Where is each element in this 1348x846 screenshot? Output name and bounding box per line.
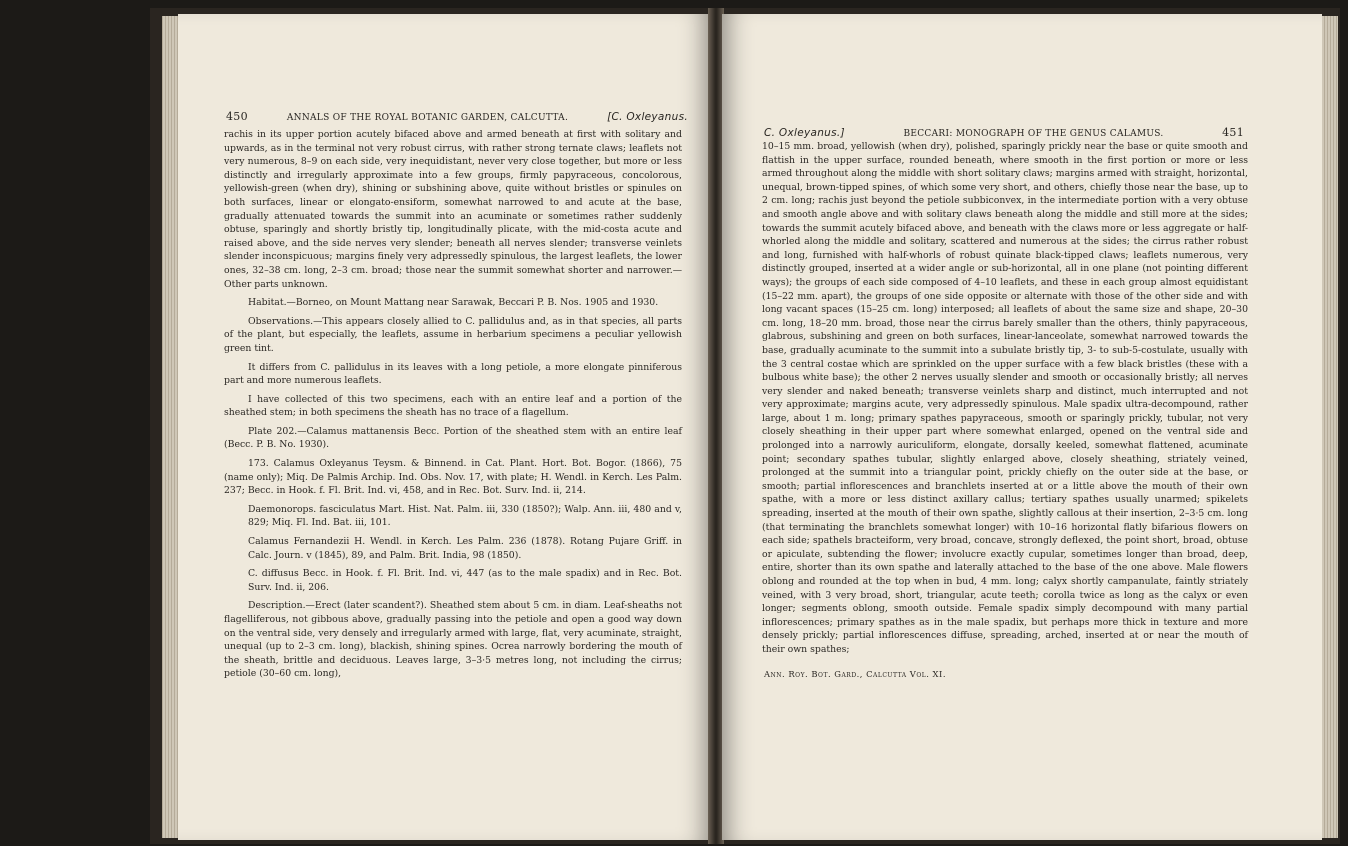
page-edges-left xyxy=(162,16,178,838)
paragraph-species-entry: 173. Calamus Oxleyanus Teysm. & Binnend. in Cat. Plant. Hort. Bot. Bogor. (1866), 75 (name only); Miq. De Palmis Archip. Ind. Obs. Nov. 17, with plate; H. Wendl. in Kerch. Les Palm. 237; Becc. in Hook. f. Fl. Brit. Ind. vi, 458, and in Rec. Bot. Surv. Ind. ii, 214. xyxy=(224,458,682,497)
open-book xyxy=(150,8,1340,844)
paragraph-synonym: Calamus Fernandezii H. Wendl. in Kerch. Les Palm. 236 (1878). Rotang Pujare Griff. in Calc. Journ. v (1845), 89, and Palm. Brit. India, 98 (1850). xyxy=(248,536,682,561)
paragraph-synonym: C. diffusus Becc. in Hook. f. Fl. Brit. Ind. vi, 447 (as to the male spadix) and in Rec. Bot. Surv. Ind. ii, 206. xyxy=(248,568,682,593)
right-running-head xyxy=(764,126,1244,139)
paragraph: It differs from C. pallidulus in its leaves with a long petiole, a more elongate pinniferous part and more numerous leaflets. xyxy=(224,361,682,387)
page-footer: Ann. Roy. Bot. Gard., Calcutta Vol. XI. xyxy=(764,668,946,679)
paragraph-description: Description.—Erect (later scandent?). Sheathed stem about 5 cm. in diam. Leaf-sheaths not flagelliferous, not gibbous above, gradually passing into the petiole and open a good way down on the ventral side, very densely and irregularly armed with large, flat, very acuminate, straight, unequal (up to 2–3 cm. long), blackish, shining spines. Ocrea narrowly bordering the mouth of the sheath, brittle and deciduous. Leaves large, 3–3·5 metres long, not including the cirrus; petiole (30–60 cm. long), xyxy=(224,600,682,680)
page-edges-right xyxy=(1322,16,1338,838)
left-page-body xyxy=(224,128,682,681)
paragraph: I have collected of this two specimens, each with an entire leaf and a portion of the sheathed stem; in both specimens the sheath has no trace of a flagellum. xyxy=(224,393,682,419)
paragraph: rachis in its upper portion acutely bifaced above and armed beneath at first with solitary and upwards, as in the terminal not very robust cirrus, with rather strong ternate claws; leaflets not very numerous, 8–9 on each side, very inequidistant, never very close together, but more or less distinctly and irregularly approximate into a few groups, firmly papyraceous, concolorous, yellowish-green (when dry), shining or subshining above, quite without bristles or spinules on both surfaces, linear or elongato-ensiform, somewhat narrowed to and acute at the base, gradually attenuated towards the summit into an acuminate or sometimes rather suddenly obtuse, sparingly and shortly bristly tip, longitudinally plicate, with the mid-costa acute and raised above, and the side nerves very slender; beneath all nerves slender; transverse veinlets slender inconspicuous; margins finely very adpressedly spinulous, the largest leaflets, the lower ones, 32–38 cm. long, 2–3 cm. broad; those near the summit somewhat shorter and narrower.—Other parts unknown. xyxy=(224,129,682,290)
paragraph: 10–15 mm. broad, yellowish (when dry), polished, sparingly prickly near the base or quite smooth and flattish in the upper surface, rounded beneath, where smooth in the first portion or more or less armed throughout along the middle with short solitary claws; margins armed with straight, horizontal, unequal, brown-tipped spines, of which some very short, and others, chiefly those near the base, up to 2 cm. long; rachis just beyond the petiole subbiconvex, in the intermediate portion with a very obtuse and smooth angle above and with solitary claws beneath along the middle and still more at the sides; towards the summit acutely bifaced above, and beneath with the claws more or less aggregate or half-whorled along the middle and solitary, scattered and numerous at the sides; the cirrus rather robust and long, furnished with half-whorls of robust quinate black-tipped claws; leaflets numerous, very distinctly grouped, inserted at a wider angle or sub-horizontal, all in one plane (not pointing different ways); the groups of each side composed of 4–10 leaflets, and these in each group almost equidistant (15–22 mm. apart), the groups of one side opposite or alternate with those of the other side and with long vacant spaces (15–25 cm. long) interposed; all leaflets of about the same size and shape, 20–30 cm. long, 18–20 mm. broad, those near the cirrus barely smaller than the others, thinly papyraceous, glabrous, subshining and green on both surfaces, linear-lanceolate, somewhat narrowed towards the base, gradually acuminate to the summit into a subulate bristly tip, 3- to sub-5-costulate, usually with the 3 central costae which are sprinkled on the upper surface with a few black bristles (these with a bulbous white base); the other 2 nerves usually slender and smooth or occasionally bristly; all nerves very slender and naked beneath; transverse veinlets sharp and distinct, much interrupted and not very approximate; margins acute, very adpressedly spinulous. Male spadix ultra-decompound, rather large, about 1 m. long; primary spathes papyraceous, smooth or sparingly prickly, tubular, not very closely sheathing in their upper part where somewhat enlarged, opened on the ventral side and prolonged into a narrowly auriculiform, elongate, dorsally keeled, somewhat flattened, acuminate point; secondary spathes tubular, slightly enlarged above, closely sheathing, striately veined, prolonged at the summit into a triangular point, prickly chiefly on the outer side at the base, or smooth; partial inflorescences and branchlets inserted at or a little above the mouth of their own spathe, with a more or less distinct axillary callus; tertiary spathes usually unarmed; spikelets spreading, inserted at the mouth of their own spathe, slightly callous at their insertion, 2–3·5 cm. long (that terminating the branchlets somewhat longer) with 10–16 horizontal flatly bifarious flowers on each side; spathels bracteiform, very broad, concave, strongly deflexed, the point short, broad, obtuse or apiculate, subtending the flower; involucre exactly cupular, sometimes longer than broad, deep, entire, shorter than its own spathe and laterally attached to the base of the one above. Male flowers oblong and rounded at the top when in bud, 4 mm. long; calyx shortly campanulate, faintly striately veined, with 3 very broad, short, triangular, acute teeth; corolla twice as long as the calyx or even longer; segments oblong, smooth outside. Female spadix simply decompound with many partial inflorescences; primary spathes as in the male spadix, but perhaps more thick in texture and more densely prickly; partial inflorescences diffuse, spreading, arched, inserted at or near the mouth of their own spathes; xyxy=(762,141,1248,655)
left-page-number: 450 xyxy=(226,110,248,123)
right-running-title: BECCARI: MONOGRAPH OF THE GENUS CALAMUS. xyxy=(903,129,1164,139)
left-running-head xyxy=(226,110,688,123)
right-page-number: 451 xyxy=(1222,126,1244,139)
right-page xyxy=(722,14,1322,840)
left-running-title: ANNALS OF THE ROYAL BOTANIC GARDEN, CALCUTTA. xyxy=(286,113,569,123)
left-page xyxy=(178,14,710,840)
paragraph-observations: Observations.—This appears closely allied to C. pallidulus and, as in that species, all parts of the plant, but especially, the leaflets, assume in herbarium specimens a peculiar yellowish green tint. xyxy=(224,315,682,354)
paragraph-synonym: Daemonorops. fasciculatus Mart. Hist. Nat. Palm. iii, 330 (1850?); Walp. Ann. iii, 480 and v, 829; Miq. Fl. Ind. Bat. iii, 101. xyxy=(248,503,682,529)
right-species-tag: C. Oxleyanus.] xyxy=(764,127,845,139)
paragraph-plate: Plate 202.—Calamus mattanensis Becc. Portion of the sheathed stem with an entire leaf (Becc. P. B. No. 1930). xyxy=(224,425,682,451)
left-species-tag: [C. Oxleyanus. xyxy=(607,111,688,123)
paragraph-habitat: Habitat.—Borneo, on Mount Mattang near Sarawak, Beccari P. B. Nos. 1905 and 1930. xyxy=(248,297,659,309)
right-page-body xyxy=(762,140,1248,679)
